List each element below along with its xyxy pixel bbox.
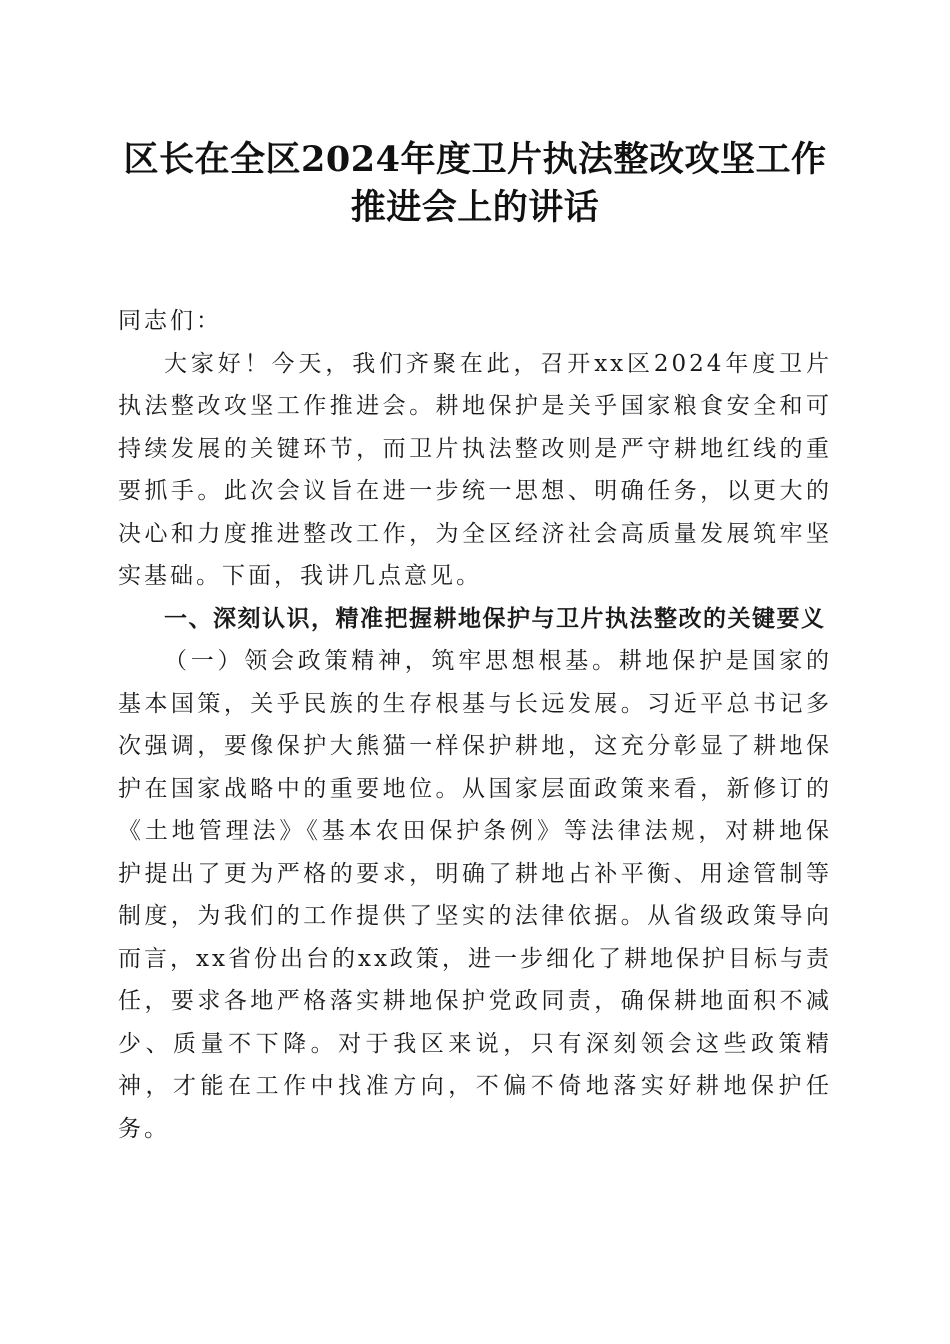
document-title (118, 136, 832, 232)
document-body (118, 300, 832, 1150)
document-page (118, 136, 832, 1150)
salutation: 同志们： (118, 308, 222, 334)
title-line-1: 区长在全区2024年度卫片执法整改攻坚工作 (123, 139, 827, 180)
intro-paragraph: 大家好！今天，我们齐聚在此，召开xx区2024年度卫片执法整改攻坚工作推进会。耕地保护是关乎国家粮食安全和可持续发展的关键环节，而卫片执法整改则是严守耕地红线的重要抓手。此次会议旨在进一步统一思想、明确任务，以更大的决心和力度推进整改工作，为全区经济社会高质量发展筑牢坚实基础。下面，我讲几点意见。 (118, 350, 832, 589)
section-1-1-paragraph: （一）领会政策精神，筑牢思想根基。耕地保护是国家的基本国策，关乎民族的生存根基与长远发展。习近平总书记多次强调，要像保护大熊猫一样保护耕地，这充分彰显了耕地保护在国家战略中的重要地位。从国家层面政策来看，新修订的《土地管理法》《基本农田保护条例》等法律法规，对耕地保护提出了更为严格的要求，明确了耕地占补平衡、用途管制等制度，为我们的工作提供了坚实的法律依据。从省级政策导向而言，xx省份出台的xx政策，进一步细化了耕地保护目标与责任，要求各地严格落实耕地保护党政同责，确保耕地面积不减少、质量不下降。对于我区来说，只有深刻领会这些政策精神，才能在工作中找准方向，不偏不倚地落实好耕地保护任务。 (118, 648, 832, 1142)
title-line-2: 推进会上的讲话 (350, 187, 600, 228)
section-heading-1: 一、深刻认识，精准把握耕地保护与卫片执法整改的关键要义 (164, 605, 826, 632)
